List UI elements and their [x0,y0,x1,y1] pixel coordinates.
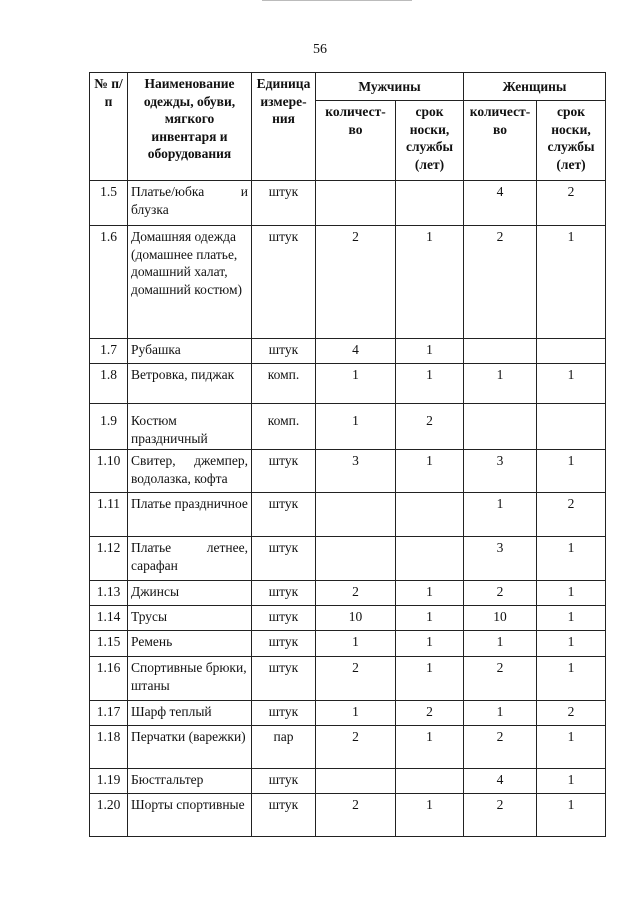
row-women-term [537,404,606,450]
table-row [90,226,606,339]
row-num: 1.16 [90,657,128,701]
row-women-qty: 2 [464,726,537,769]
row-men-term: 1 [396,364,464,404]
row-women-qty: 2 [464,657,537,701]
clothing-norms-table [89,72,606,837]
row-unit: штук [252,450,316,493]
row-men-term: 2 [396,701,464,726]
row-unit: штук [252,606,316,631]
row-name: Ветровка, пиджак [128,364,252,404]
row-name: Платье летнее, сарафан [128,537,252,581]
row-women-qty: 2 [464,794,537,837]
row-name: Платье праздничное [128,493,252,537]
row-men-qty: 3 [316,450,396,493]
row-name: Спортивные брюки, штаны [128,657,252,701]
row-men-qty: 4 [316,339,396,364]
row-name: Шорты спортивные [128,794,252,837]
row-unit: штук [252,794,316,837]
row-num: 1.6 [90,226,128,339]
row-women-term: 1 [537,450,606,493]
table-row [90,404,606,450]
row-women-qty: 4 [464,769,537,794]
row-men-qty [316,769,396,794]
row-num: 1.19 [90,769,128,794]
header-women-term: срок носки, службы (лет) [537,101,606,181]
row-unit: штук [252,701,316,726]
table-row [90,537,606,581]
row-women-term [537,339,606,364]
row-name: Ремень [128,631,252,657]
row-men-term: 1 [396,226,464,339]
row-women-term: 1 [537,631,606,657]
row-num: 1.20 [90,794,128,837]
row-men-term: 1 [396,631,464,657]
row-women-term: 1 [537,657,606,701]
header-women-qty: количест-во [464,101,537,181]
row-name: Шарф теплый [128,701,252,726]
row-women-qty: 3 [464,450,537,493]
table-row [90,657,606,701]
row-women-qty [464,404,537,450]
row-women-qty [464,339,537,364]
row-women-term: 2 [537,493,606,537]
row-men-term: 1 [396,657,464,701]
row-women-term: 1 [537,794,606,837]
row-women-qty: 3 [464,537,537,581]
row-num: 1.7 [90,339,128,364]
table-body [90,181,606,837]
table-row [90,181,606,226]
row-women-term: 1 [537,581,606,606]
row-men-qty: 2 [316,794,396,837]
row-men-qty [316,537,396,581]
row-women-term: 1 [537,364,606,404]
row-women-term: 1 [537,606,606,631]
row-men-term: 1 [396,606,464,631]
row-men-term [396,537,464,581]
row-men-qty: 10 [316,606,396,631]
row-unit: штук [252,181,316,226]
row-unit: штук [252,631,316,657]
header-men-qty: количест-во [316,101,396,181]
row-unit: штук [252,581,316,606]
row-men-qty: 1 [316,404,396,450]
row-num: 1.9 [90,404,128,450]
page-number: 56 [313,42,327,57]
row-name: Платье/юбка и блузка [128,181,252,226]
row-women-term: 2 [537,701,606,726]
table-row [90,769,606,794]
row-women-qty: 1 [464,631,537,657]
row-men-qty: 1 [316,364,396,404]
table-row [90,726,606,769]
header-men: Мужчины [316,73,464,101]
row-men-term: 1 [396,794,464,837]
header-men-term: срок носки, службы (лет) [396,101,464,181]
row-unit: штук [252,493,316,537]
row-women-qty: 10 [464,606,537,631]
row-women-qty: 1 [464,364,537,404]
table-row [90,450,606,493]
row-name: Костюм праздничный [128,404,252,450]
table-row [90,606,606,631]
header-unit: Единица измере-ния [252,73,316,181]
row-unit: комп. [252,404,316,450]
header-num: № п/п [90,73,128,181]
row-unit: штук [252,537,316,581]
row-men-term [396,769,464,794]
row-men-qty: 2 [316,581,396,606]
row-name: Перчатки (варежки) [128,726,252,769]
row-num: 1.18 [90,726,128,769]
row-num: 1.13 [90,581,128,606]
row-num: 1.10 [90,450,128,493]
row-num: 1.14 [90,606,128,631]
row-unit: комп. [252,364,316,404]
table-row [90,701,606,726]
row-name: Джинсы [128,581,252,606]
row-name: Трусы [128,606,252,631]
row-name: Свитер, джемпер, водолазка, кофта [128,450,252,493]
row-women-term: 1 [537,537,606,581]
row-men-term [396,493,464,537]
row-men-term [396,181,464,226]
row-unit: штук [252,657,316,701]
row-unit: пар [252,726,316,769]
page-top-edge-line [262,0,412,3]
row-women-term: 1 [537,726,606,769]
row-num: 1.8 [90,364,128,404]
row-num: 1.11 [90,493,128,537]
row-men-qty: 1 [316,631,396,657]
header-name: Наименование одежды, обуви, мягкого инвентаря и оборудования [128,73,252,181]
row-men-term: 1 [396,450,464,493]
row-men-term: 1 [396,581,464,606]
row-men-qty: 2 [316,657,396,701]
row-men-term: 1 [396,339,464,364]
row-men-qty: 1 [316,701,396,726]
row-men-term: 2 [396,404,464,450]
row-men-term: 1 [396,726,464,769]
table-row [90,493,606,537]
row-name: Домашняя одежда (домашнее платье, домашний халат, домашний костюм) [128,226,252,339]
row-women-qty: 2 [464,581,537,606]
table-row [90,631,606,657]
row-women-qty: 4 [464,181,537,226]
row-unit: штук [252,769,316,794]
table-row [90,581,606,606]
row-name: Рубашка [128,339,252,364]
row-men-qty: 2 [316,726,396,769]
row-men-qty [316,493,396,537]
row-unit: штук [252,339,316,364]
row-men-qty: 2 [316,226,396,339]
row-women-qty: 1 [464,701,537,726]
row-num: 1.15 [90,631,128,657]
row-num: 1.5 [90,181,128,226]
row-women-term: 1 [537,226,606,339]
table-row [90,794,606,837]
table-row [90,364,606,404]
row-women-term: 1 [537,769,606,794]
row-num: 1.12 [90,537,128,581]
table-header [90,73,606,181]
row-women-term: 2 [537,181,606,226]
row-num: 1.17 [90,701,128,726]
row-women-qty: 1 [464,493,537,537]
row-unit: штук [252,226,316,339]
table-row [90,339,606,364]
row-men-qty [316,181,396,226]
row-name: Бюстгальтер [128,769,252,794]
header-women: Женщины [464,73,606,101]
row-women-qty: 2 [464,226,537,339]
